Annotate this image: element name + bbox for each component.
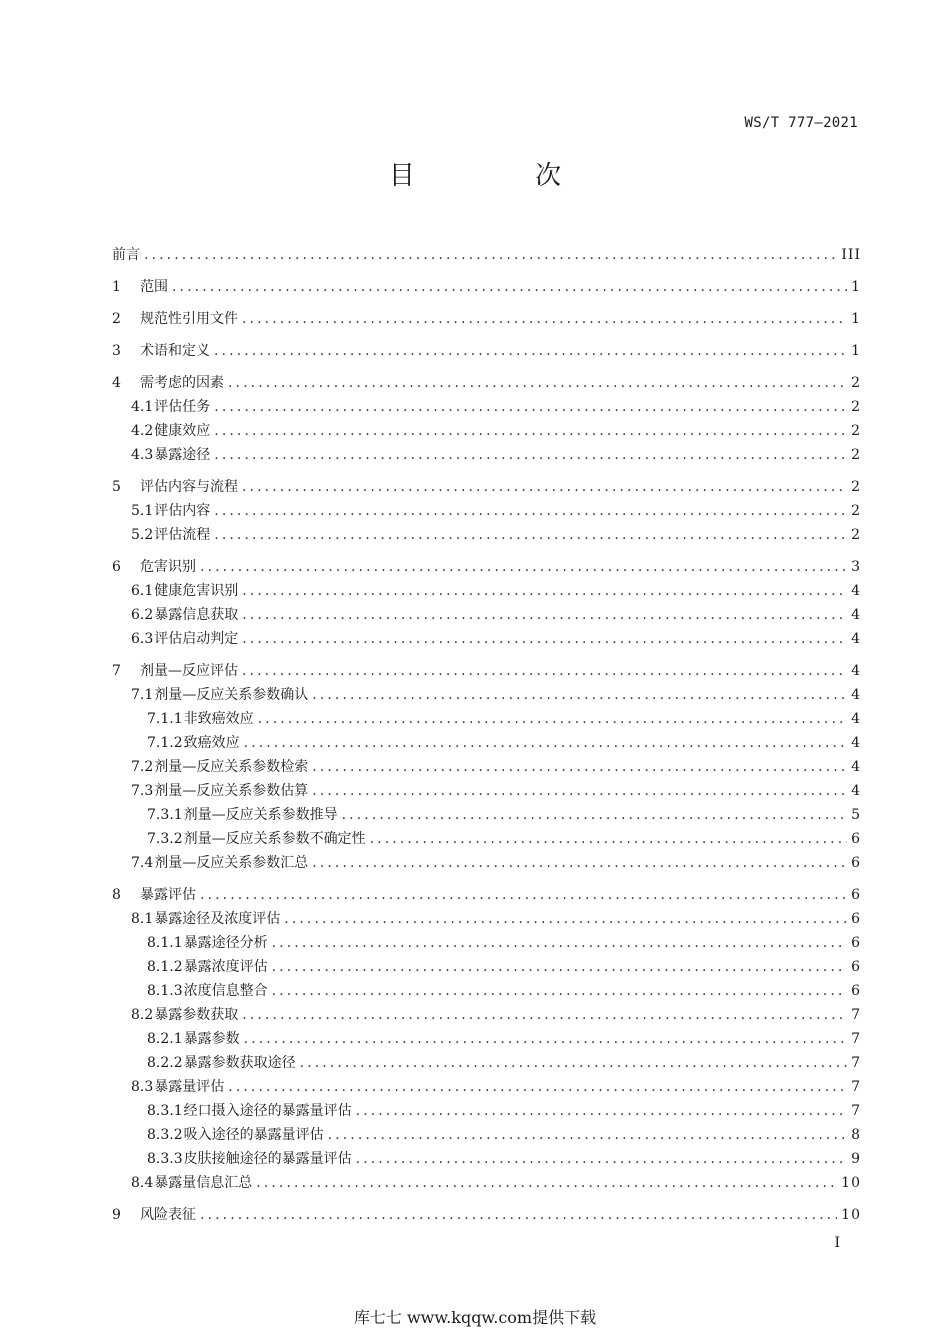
toc-entry-number: 6.2 xyxy=(131,607,154,623)
toc-entry-number: 7.4 xyxy=(131,855,154,871)
toc-entry-title: 剂量—反应关系参数不确定性 xyxy=(183,831,366,847)
toc-entry-title: 暴露参数获取 xyxy=(154,1007,239,1023)
toc-entry-number: 7.3.1 xyxy=(147,807,183,823)
toc-entry[interactable] xyxy=(112,1027,861,1051)
toc-entry[interactable] xyxy=(112,731,861,755)
toc-entry-title: 前言 xyxy=(112,247,140,263)
toc-entry[interactable] xyxy=(112,603,861,627)
toc-dot-leader xyxy=(356,1147,847,1171)
toc-dot-leader xyxy=(370,827,847,851)
toc-entry-title: 暴露量信息汇总 xyxy=(154,1175,253,1191)
toc-entry-title: 暴露途径及浓度评估 xyxy=(154,911,281,927)
toc-entry-title: 健康效应 xyxy=(154,423,211,439)
toc-dot-leader xyxy=(242,307,847,331)
toc-entry[interactable] xyxy=(112,627,861,651)
toc-entry-number: 7.1 xyxy=(131,687,154,703)
toc-entry[interactable] xyxy=(112,883,861,907)
toc-entry-title: 风险表征 xyxy=(140,1207,196,1223)
toc-entry[interactable] xyxy=(112,1003,861,1027)
toc-entry-title: 暴露量评估 xyxy=(154,1079,225,1095)
toc-entry-title: 致癌效应 xyxy=(183,735,240,751)
toc-dot-leader xyxy=(200,883,847,907)
toc-entry-number: 8.2.1 xyxy=(147,1031,183,1047)
toc-entry-number: 5.1 xyxy=(131,503,154,519)
page-number: I xyxy=(834,1235,840,1251)
toc-entry[interactable] xyxy=(112,1123,861,1147)
toc-entry-number: 3 xyxy=(112,343,121,359)
toc-entry[interactable] xyxy=(112,243,861,267)
toc-entry-number: 8.1 xyxy=(131,911,154,927)
toc-entry[interactable] xyxy=(112,1099,861,1123)
toc-entry-page: 2 xyxy=(851,423,861,439)
toc-entry-title: 吸入途径的暴露量评估 xyxy=(183,1127,324,1143)
toc-entry-number: 2 xyxy=(112,311,121,327)
toc-entry[interactable] xyxy=(112,979,861,1003)
toc-dot-leader xyxy=(214,419,847,443)
toc-dot-leader xyxy=(272,955,847,979)
toc-entry-number: 8.1.1 xyxy=(147,935,183,951)
toc-entry-number: 4.2 xyxy=(131,423,154,439)
toc-dot-leader xyxy=(214,499,847,523)
standard-code: WS/T 777—2021 xyxy=(744,115,858,131)
toc-entry-title: 暴露浓度评估 xyxy=(183,959,268,975)
toc-entry-page: 4 xyxy=(851,783,861,799)
toc-entry-title: 暴露途径分析 xyxy=(183,935,268,951)
toc-entry-number: 8.3.1 xyxy=(147,1103,183,1119)
toc-dot-leader xyxy=(214,523,847,547)
toc-entry-title: 评估启动判定 xyxy=(154,631,239,647)
toc-entry[interactable] xyxy=(112,803,861,827)
toc-entry-title: 剂量—反应关系参数汇总 xyxy=(154,855,309,871)
toc-entry-number: 6 xyxy=(112,559,121,575)
toc-entry-number: 4 xyxy=(112,375,121,391)
toc-dot-leader xyxy=(300,1051,847,1075)
toc-entry-number: 4.1 xyxy=(131,399,154,415)
toc-entry-title: 剂量—反应关系参数估算 xyxy=(154,783,309,799)
toc-entry-number: 8.3.3 xyxy=(147,1151,183,1167)
toc-entry-number: 8.2.2 xyxy=(147,1055,183,1071)
toc-dot-leader xyxy=(242,1003,847,1027)
toc-dot-leader xyxy=(312,851,847,875)
toc-entry[interactable] xyxy=(112,683,861,707)
toc-entry-number: 7.3 xyxy=(131,783,154,799)
toc-entry[interactable] xyxy=(112,851,861,875)
toc-dot-leader xyxy=(272,979,847,1003)
toc-entry[interactable] xyxy=(112,707,861,731)
toc-entry-title: 评估任务 xyxy=(154,399,211,415)
toc-entry-page: 1 xyxy=(851,279,861,295)
toc-dot-leader xyxy=(312,683,847,707)
toc-entry[interactable] xyxy=(112,907,861,931)
toc-entry-page: 9 xyxy=(851,1151,861,1167)
toc-entry-page: 7 xyxy=(851,1079,861,1095)
toc-dot-leader xyxy=(284,907,847,931)
toc-dot-leader xyxy=(172,275,847,299)
toc-entry[interactable] xyxy=(112,523,861,547)
toc-entry-number: 4.3 xyxy=(131,447,154,463)
toc-entry-title: 经口摄入途径的暴露量评估 xyxy=(183,1103,352,1119)
toc-entry-page: 1 xyxy=(851,311,861,327)
toc-entry-number: 8.3.2 xyxy=(147,1127,183,1143)
toc-entry[interactable] xyxy=(112,395,861,419)
toc-entry-page: 5 xyxy=(851,807,861,823)
toc-entry-number: 8 xyxy=(112,887,121,903)
toc-dot-leader xyxy=(242,603,847,627)
toc-entry-number: 8.1.2 xyxy=(147,959,183,975)
toc-entry-number: 6.3 xyxy=(131,631,154,647)
toc-entry-title: 危害识别 xyxy=(140,559,196,575)
toc-entry-page: 2 xyxy=(851,375,861,391)
toc-entry-page: 6 xyxy=(851,935,861,951)
toc-entry-page: 8 xyxy=(851,1127,861,1143)
toc-entry[interactable] xyxy=(112,1051,861,1075)
toc-dot-leader xyxy=(214,443,847,467)
toc-entry-title: 非致癌效应 xyxy=(183,711,254,727)
toc-entry-number: 5 xyxy=(112,479,121,495)
toc-entry[interactable] xyxy=(112,419,861,443)
toc-entry[interactable] xyxy=(112,779,861,803)
toc-entry[interactable] xyxy=(112,1203,861,1227)
toc-dot-leader xyxy=(242,659,847,683)
toc-dot-leader xyxy=(200,1203,837,1227)
toc-entry-page: 6 xyxy=(851,983,861,999)
toc-entry-page: III xyxy=(841,247,861,263)
toc-entry-page: 4 xyxy=(851,607,861,623)
toc-entry-title: 范围 xyxy=(140,279,168,295)
toc-entry[interactable] xyxy=(112,499,861,523)
toc-entry-title: 暴露信息获取 xyxy=(154,607,239,623)
toc-entry-number: 1 xyxy=(112,279,121,295)
toc-entry[interactable] xyxy=(112,931,861,955)
toc-entry-title: 健康危害识别 xyxy=(154,583,239,599)
toc-entry-page: 3 xyxy=(851,559,861,575)
toc-entry[interactable] xyxy=(112,755,861,779)
toc-entry-title: 皮肤接触途径的暴露量评估 xyxy=(183,1151,352,1167)
toc-dot-leader xyxy=(328,1123,847,1147)
toc-entry-page: 2 xyxy=(851,399,861,415)
toc-entry-title: 暴露评估 xyxy=(140,887,196,903)
toc-entry-page: 7 xyxy=(851,1031,861,1047)
toc-entry-page: 6 xyxy=(851,887,861,903)
toc-entry[interactable] xyxy=(112,1075,861,1099)
toc-entry-title: 评估内容 xyxy=(154,503,211,519)
toc-entry[interactable] xyxy=(112,1171,861,1195)
toc-entry[interactable] xyxy=(112,371,861,395)
toc-entry-title: 暴露途径 xyxy=(154,447,211,463)
toc-entry[interactable] xyxy=(112,307,861,331)
toc-entry-number: 5.2 xyxy=(131,527,154,543)
toc-entry-title: 术语和定义 xyxy=(140,343,210,359)
toc-dot-leader xyxy=(312,779,847,803)
toc-entry-page: 4 xyxy=(851,687,861,703)
toc-dot-leader xyxy=(258,707,847,731)
toc-entry-number: 6.1 xyxy=(131,583,154,599)
toc-entry-title: 暴露参数 xyxy=(183,1031,240,1047)
toc-entry-title: 剂量—反应关系参数检索 xyxy=(154,759,309,775)
toc-dot-leader xyxy=(272,931,847,955)
toc-entry-title: 剂量—反应关系参数确认 xyxy=(154,687,309,703)
toc-entry-page: 2 xyxy=(851,447,861,463)
toc-entry-page: 4 xyxy=(851,663,861,679)
toc-entry[interactable] xyxy=(112,659,861,683)
toc-entry-page: 2 xyxy=(851,527,861,543)
toc-entry-page: 6 xyxy=(851,855,861,871)
toc-entry[interactable] xyxy=(112,955,861,979)
toc-entry-page: 4 xyxy=(851,711,861,727)
toc-dot-leader xyxy=(144,243,837,267)
toc-entry[interactable] xyxy=(112,1147,861,1171)
toc-entry-number: 8.2 xyxy=(131,1007,154,1023)
toc-dot-leader xyxy=(228,1075,847,1099)
toc-entry-page: 7 xyxy=(851,1103,861,1119)
toc-entry-page: 10 xyxy=(841,1207,861,1223)
toc-entry-number: 8.4 xyxy=(131,1175,154,1191)
toc-entry-page: 6 xyxy=(851,959,861,975)
toc-entry-page: 6 xyxy=(851,911,861,927)
toc-dot-leader xyxy=(244,1027,847,1051)
toc-entry-page: 4 xyxy=(851,631,861,647)
toc-entry-number: 9 xyxy=(112,1207,121,1223)
toc-dot-leader xyxy=(356,1099,847,1123)
toc-dot-leader xyxy=(242,627,847,651)
toc-entry[interactable] xyxy=(112,555,861,579)
toc-entry-number: 7.3.2 xyxy=(147,831,183,847)
toc-dot-leader xyxy=(242,475,847,499)
toc-entry[interactable] xyxy=(112,827,861,851)
toc-entry-title: 规范性引用文件 xyxy=(140,311,238,327)
toc-dot-leader xyxy=(242,579,847,603)
toc-dot-leader xyxy=(214,395,847,419)
toc-dot-leader xyxy=(256,1171,837,1195)
toc-entry-page: 7 xyxy=(851,1007,861,1023)
toc-dot-leader xyxy=(342,803,847,827)
toc-entry-number: 7.2 xyxy=(131,759,154,775)
toc-dot-leader xyxy=(244,731,847,755)
toc-entry-page: 1 xyxy=(851,343,861,359)
toc-entry-number: 7.1.1 xyxy=(147,711,183,727)
toc-entry[interactable] xyxy=(112,275,861,299)
toc-entry-page: 2 xyxy=(851,479,861,495)
toc-dot-leader xyxy=(312,755,847,779)
toc-entry-page: 7 xyxy=(851,1055,861,1071)
toc-entry[interactable] xyxy=(112,339,861,363)
toc-entry[interactable] xyxy=(112,475,861,499)
page-title: 目 次 xyxy=(388,161,618,191)
toc-entry-page: 6 xyxy=(851,831,861,847)
toc-entry-page: 4 xyxy=(851,759,861,775)
toc-entry-number: 7.1.2 xyxy=(147,735,183,751)
toc-entry-page: 4 xyxy=(851,735,861,751)
toc-dot-leader xyxy=(228,371,847,395)
toc-entry-title: 评估内容与流程 xyxy=(140,479,238,495)
toc-entry-page: 4 xyxy=(851,583,861,599)
toc-entry-title: 暴露参数获取途径 xyxy=(183,1055,296,1071)
toc-dot-leader xyxy=(200,555,847,579)
toc-entry[interactable] xyxy=(112,443,861,467)
toc-entry-title: 剂量—反应评估 xyxy=(140,663,238,679)
toc-entry-title: 剂量—反应关系参数推导 xyxy=(183,807,338,823)
download-watermark: 库七七 www.kqqw.com提供下载 xyxy=(353,1308,597,1327)
toc-entry[interactable] xyxy=(112,579,861,603)
toc-dot-leader xyxy=(214,339,847,363)
toc-entry-page: 10 xyxy=(841,1175,861,1191)
toc-entry-number: 8.3 xyxy=(131,1079,154,1095)
toc-entry-title: 浓度信息整合 xyxy=(183,983,268,999)
toc-entry-number: 7 xyxy=(112,663,121,679)
toc-entry-title: 需考虑的因素 xyxy=(140,375,224,391)
toc-entry-number: 8.1.3 xyxy=(147,983,183,999)
table-of-contents xyxy=(112,243,861,1227)
toc-entry-title: 评估流程 xyxy=(154,527,211,543)
toc-entry-page: 2 xyxy=(851,503,861,519)
